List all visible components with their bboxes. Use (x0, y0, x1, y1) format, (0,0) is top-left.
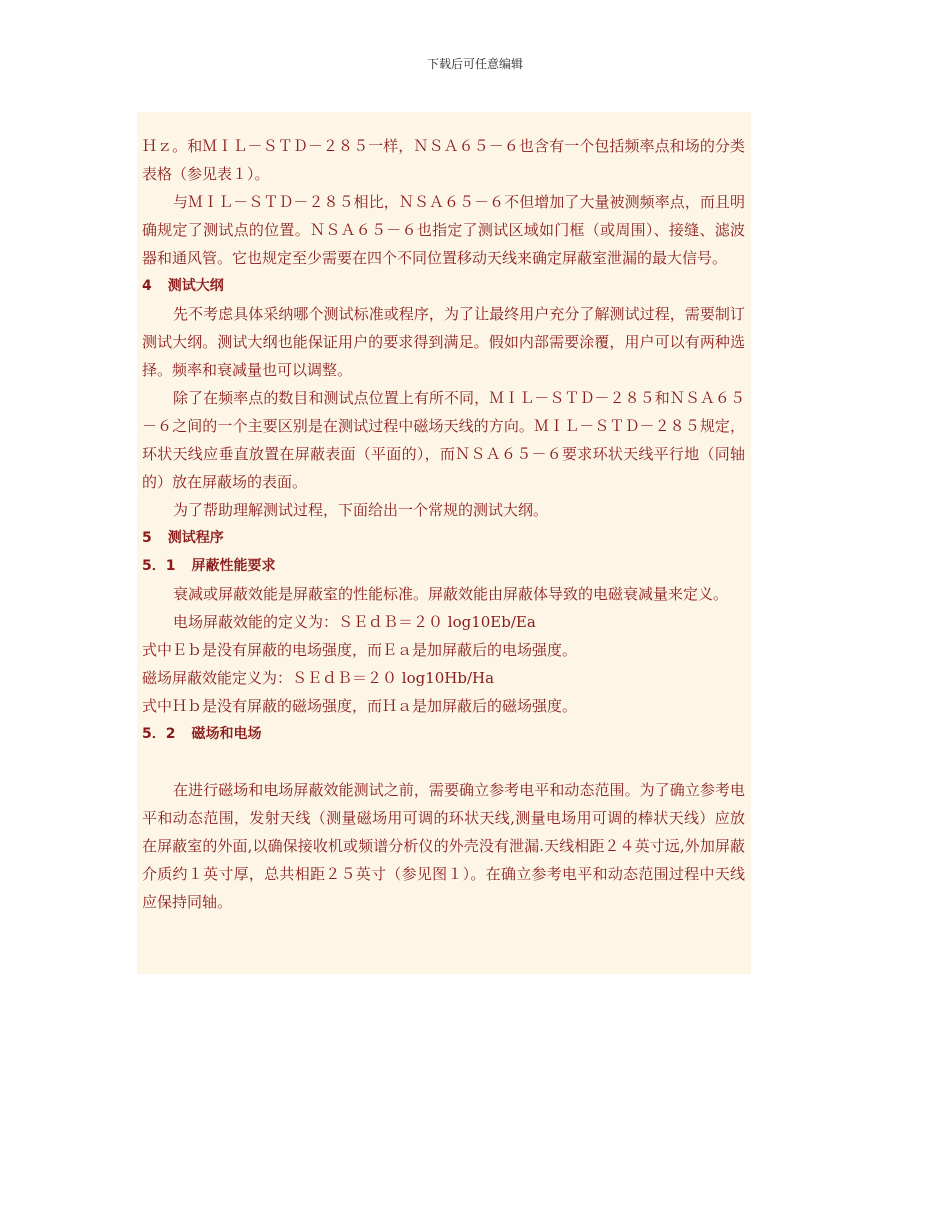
document-body (137, 112, 751, 974)
page-header: 下载后可任意编辑 (426, 57, 523, 71)
paragraph-8: 式中Ｅｂ是没有屏蔽的电场强度，而Ｅａ是加屏蔽后的电场强度。 (142, 641, 578, 659)
section-heading-5 (142, 524, 745, 552)
paragraph-10: 式中Ｈｂ是没有屏蔽的磁场强度，而Ｈａ是加屏蔽后的磁场强度。 (142, 697, 578, 715)
blank-line (142, 748, 745, 776)
section-heading-4 (142, 272, 745, 300)
section-title: 磁场和电场 (191, 726, 262, 742)
paragraph-5: 为了帮助理解测试过程，下面给出一个常规的测试大纲。 (173, 501, 549, 519)
paragraph-3: 先不考虑具体采纳哪个测试标准或程序，为了让最终用户充分了解测试过程，需要制订测试大纲。测试大纲也能保证用户的要求得到满足。假如内部需要涂覆，用户可以有两种选择。频率和衰减量也可以调整。 (142, 305, 745, 379)
paragraph-11: 在进行磁场和电场屏蔽效能测试之前，需要确立参考电平和动态范围。为了确立参考电平和动态范围，发射天线（测量磁场用可调的环状天线,测量电场用可调的棒状天线）应放在屏蔽室的外面,以确保接收机或频谱分析仪的外壳没有泄漏.天线相距２４英寸远,外加屏蔽介质约１英寸厚，总共相距２５英寸（参见图１）。在确立参考电平和动态范围过程中天线应保持同轴。 (142, 781, 745, 911)
paragraph-9: 磁场屏蔽效能定义为：ＳＥｄＢ＝２０ log10Hb/Ha (142, 669, 495, 687)
paragraph-2: 与ＭＩＬ－ＳＴＤ－２８５相比，ＮＳＡ６５－６不但增加了大量被测频率点，而且明确规定了测试点的位置。ＮＳＡ６５－６也指定了测试区域如门框（或周围）、接缝、滤波器和通风管。它也规定至少需要在四个不同位置移动天线来确定屏蔽室泄漏的最大信号。 (142, 193, 745, 267)
section-heading-5-2 (142, 720, 745, 748)
paragraph-4: 除了在频率点的数目和测试点位置上有所不同，ＭＩＬ－ＳＴＤ－２８５和ＮＳＡ６５－６之间的一个主要区别是在测试过程中磁场天线的方向。ＭＩＬ－ＳＴＤ－２８５规定，环状天线应垂直放置在屏蔽表面（平面的），而ＮＳＡ６５－６要求环状天线平行地（同轴的）放在屏蔽场的表面。 (142, 389, 745, 491)
section-number: 4 (142, 278, 152, 294)
section-number: 5．2 (142, 726, 176, 742)
section-title: 测试大纲 (167, 278, 224, 294)
section-heading-5-1 (142, 552, 745, 580)
paragraph-7: 电场屏蔽效能的定义为：ＳＥｄＢ＝２０ log10Eb/Ea (173, 613, 536, 631)
paragraph-6: 衰减或屏蔽效能是屏蔽室的性能标准。屏蔽效能由屏蔽体导致的电磁衰减量来定义。 (173, 585, 729, 603)
section-number: 5 (142, 530, 152, 546)
section-number: 5．1 (142, 558, 176, 574)
paragraph-1: Ｈｚ。和ＭＩＬ－ＳＴＤ－２８５一样，ＮＳＡ６５－６也含有一个包括频率点和场的分类表格（参见表１）。 (142, 137, 745, 183)
section-title: 测试程序 (167, 530, 224, 546)
section-title: 屏蔽性能要求 (191, 558, 276, 574)
